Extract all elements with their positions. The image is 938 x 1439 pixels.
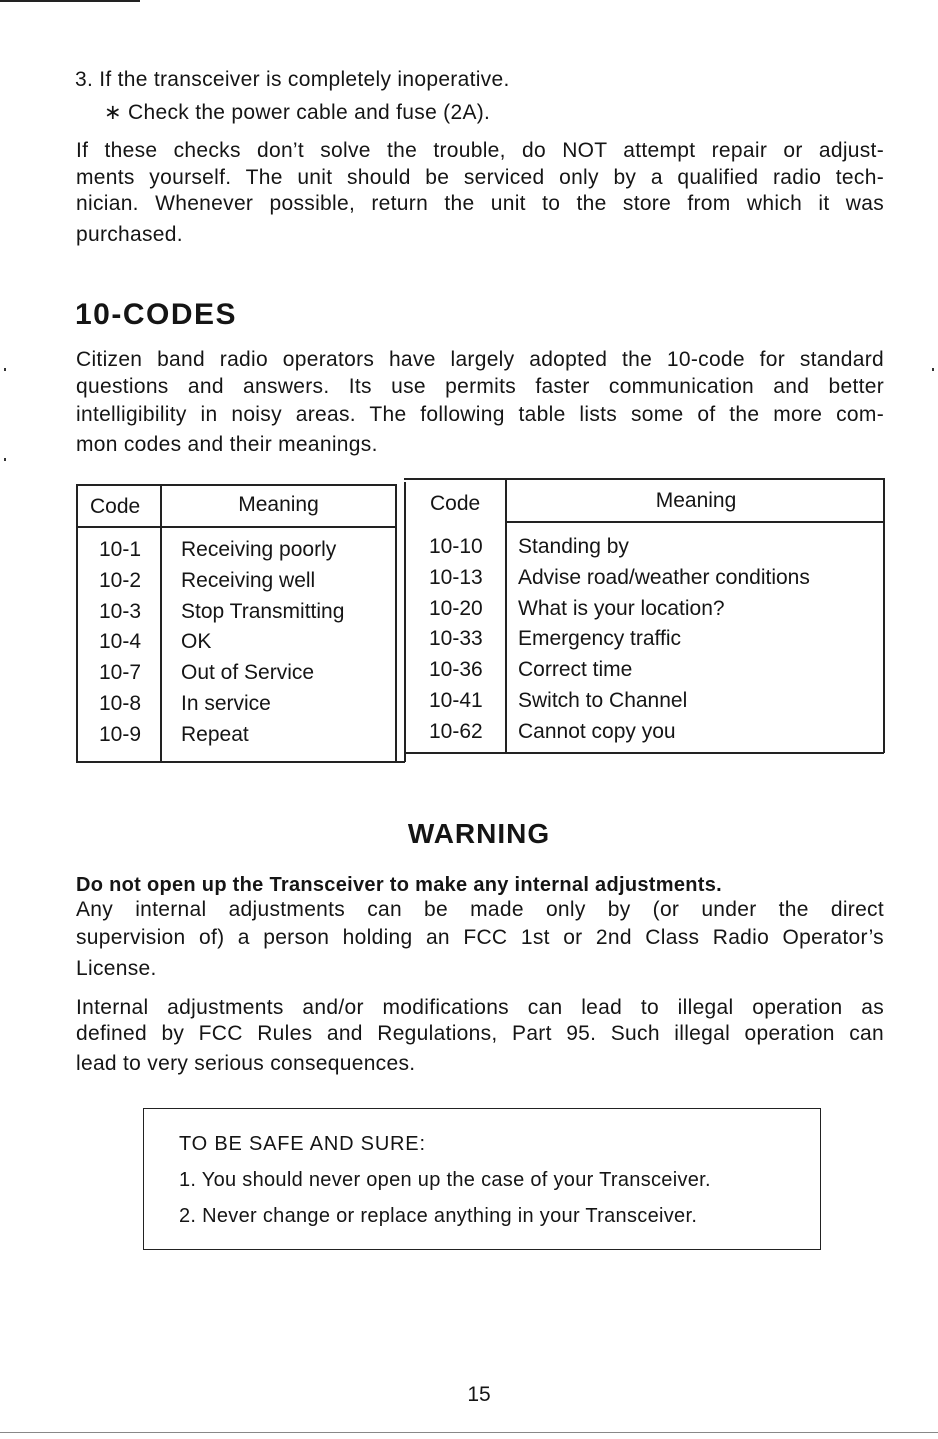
- code-cell: 10-62: [429, 719, 483, 743]
- meaning-cell: Out of Service: [181, 661, 315, 685]
- table-border: [76, 484, 396, 486]
- safety-item: 2. Never change or replace anything in your Transceiver.: [179, 1205, 698, 1227]
- safety-notice-box: [143, 1108, 821, 1250]
- meaning-cell: Cannot copy you: [518, 719, 676, 743]
- warning-line: Internal adjustments and/or modifications can lead to illegal operation as: [76, 996, 884, 1019]
- warning-bold-line: Do not open up the Transceiver to make any internal adjustments.: [76, 874, 723, 896]
- meaning-cell: Switch to Channel: [518, 688, 688, 712]
- meaning-cell: What is your location?: [518, 596, 725, 620]
- page-number: 15: [467, 1383, 491, 1406]
- warning-line: supervision of) a person holding an FCC 1st or 2nd Class Radio Operator’s: [76, 926, 884, 949]
- paragraph-line: purchased.: [76, 223, 183, 246]
- top-edge-rule: [0, 0, 140, 2]
- code-cell: 10-7: [99, 661, 142, 685]
- header-divider: [505, 521, 884, 523]
- table-border: [883, 478, 885, 753]
- code-cell: 10-33: [429, 627, 483, 651]
- header-meaning-right: Meaning: [655, 489, 737, 512]
- header-code-right: Code: [430, 492, 481, 515]
- section-heading: 10-CODES: [75, 298, 238, 331]
- warning-line: Any internal adjustments can be made only by (or under the direct: [76, 898, 884, 921]
- warning-line: License.: [76, 957, 157, 980]
- meaning-cell: OK: [181, 630, 212, 654]
- right-meaning-column: [518, 532, 810, 748]
- item3-bullet: ∗ Check the power cable and fuse (2A).: [104, 101, 491, 124]
- meaning-cell: Receiving well: [181, 568, 316, 592]
- meaning-cell: Receiving poorly: [181, 538, 337, 561]
- warning-title: WARNING: [407, 818, 551, 849]
- meaning-cell: Correct time: [518, 658, 633, 682]
- safety-item: 1. You should never open up the case of your Transceiver.: [179, 1169, 711, 1191]
- table-border: [404, 482, 406, 762]
- meaning-cell: Emergency traffic: [518, 627, 682, 651]
- code-cell: 10-2: [99, 568, 142, 592]
- code-cell: 10-20: [429, 596, 483, 620]
- header-divider: [76, 526, 396, 528]
- meaning-cell: Advise road/weather conditions: [518, 565, 810, 589]
- intro-line: questions and answers. Its use permits faster communication and better: [76, 375, 884, 398]
- code-cell: 10-13: [429, 565, 483, 589]
- scan-mark: [4, 458, 6, 461]
- paragraph-line: If these checks don’t solve the trouble, do NOT attempt repair or adjust-: [76, 139, 884, 162]
- header-code-left: Code: [90, 495, 141, 518]
- meaning-cell: Repeat: [181, 722, 249, 746]
- code-cell: 10-1: [99, 538, 142, 561]
- code-cell: 10-10: [429, 535, 483, 558]
- code-cell: 10-36: [429, 658, 483, 682]
- codes-table: [76, 478, 884, 762]
- code-cell: 10-8: [99, 691, 142, 715]
- paragraph-line: nician. Whenever possible, return the unit to the store from which it was: [76, 192, 884, 215]
- meaning-cell: In service: [181, 691, 271, 715]
- code-cell: 10-3: [99, 599, 142, 623]
- item3-title: 3. If the transceiver is completely inoperative.: [75, 68, 510, 91]
- left-code-column: [99, 535, 141, 751]
- meaning-cell: Stop Transmitting: [181, 599, 345, 623]
- warning-line: defined by FCC Rules and Regulations, Part 95. Such illegal operation can: [76, 1022, 884, 1045]
- right-code-column: [429, 532, 483, 748]
- scan-mark: [4, 368, 6, 371]
- table-border: [404, 478, 884, 480]
- table-border: [76, 761, 405, 763]
- safety-notice-title: TO BE SAFE AND SURE:: [179, 1133, 426, 1155]
- meaning-cell: Standing by: [518, 535, 629, 558]
- paragraph-line: ments yourself. The unit should be serviced only by a qualified radio tech-: [76, 166, 884, 189]
- table-border: [404, 752, 884, 754]
- code-cell: 10-41: [429, 688, 483, 712]
- bottom-edge-rule: [0, 1432, 938, 1433]
- header-meaning-left: Meaning: [238, 493, 319, 516]
- code-cell: 10-4: [99, 630, 142, 654]
- scan-mark: [932, 368, 934, 371]
- intro-line: Citizen band radio operators have largely adopted the 10-code for standard: [76, 348, 884, 371]
- intro-line: intelligibility in noisy areas. The following table lists some of the more com-: [76, 403, 884, 426]
- left-meaning-column: [181, 535, 344, 751]
- code-cell: 10-9: [99, 722, 142, 746]
- warning-line: lead to very serious consequences.: [76, 1052, 416, 1075]
- intro-line: mon codes and their meanings.: [76, 433, 378, 456]
